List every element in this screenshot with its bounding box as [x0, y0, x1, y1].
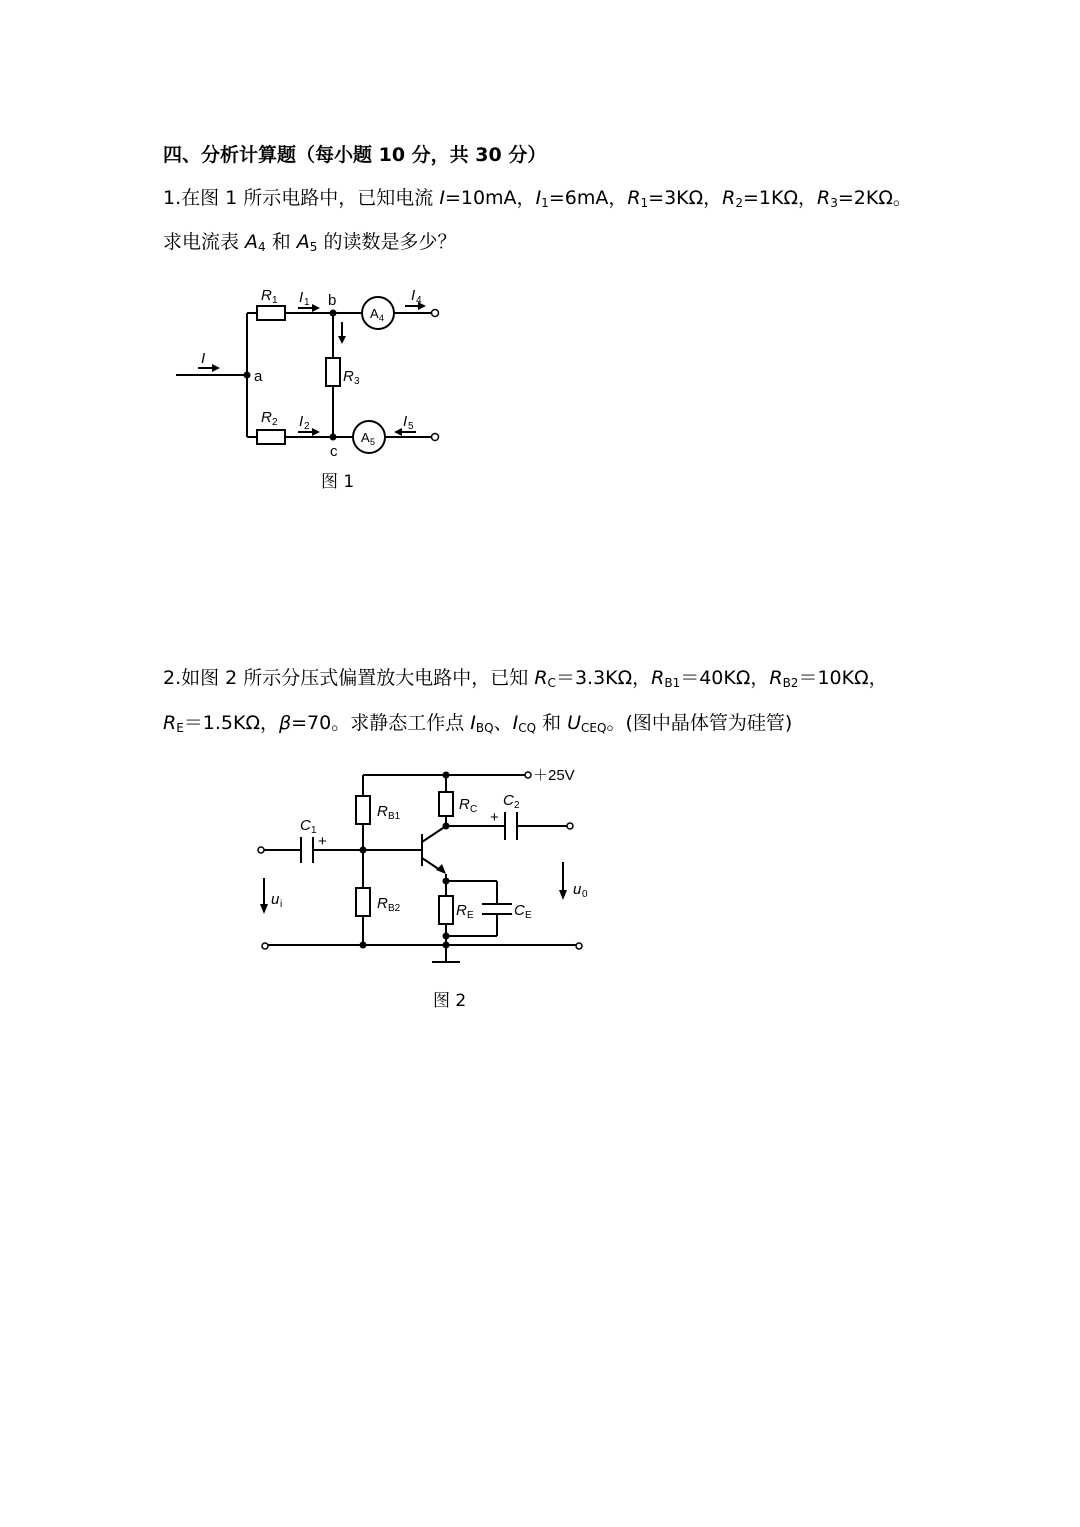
value-R1: =3KΩ，	[648, 187, 723, 209]
text-and: 和	[536, 712, 568, 734]
label-I5: I	[403, 413, 408, 430]
sub-UCEQ: CEQ	[581, 721, 607, 735]
figure-2-caption: 图 2	[433, 991, 467, 1011]
sub-R3: 3	[830, 196, 838, 210]
label-A4: A	[370, 306, 379, 321]
label-I: I	[201, 350, 206, 367]
q1-line2-text: 求电流表	[163, 231, 246, 253]
sub-ICQ: CQ	[518, 721, 537, 735]
node-a: a	[254, 368, 263, 385]
label-uo: u	[573, 881, 582, 898]
label-RB1-sub: B1	[388, 811, 401, 822]
q2-line1	[163, 666, 888, 690]
label-C2: C	[503, 792, 514, 809]
var-R3: R	[817, 187, 831, 209]
label-R2-sub: 2	[272, 417, 278, 428]
label-CE-sub: E	[525, 910, 532, 921]
label-RC-sub: C	[470, 804, 478, 815]
label-RB2-sub: B2	[388, 903, 401, 914]
label-I1: I	[299, 289, 304, 306]
label-R3-sub: 3	[354, 376, 360, 387]
node-b: b	[328, 292, 337, 309]
label-C1: C	[300, 817, 311, 834]
q2-line2-end: 。(图中晶体管为硅管)	[606, 712, 793, 734]
node-c: c	[330, 443, 338, 460]
sub-R1: 1	[640, 196, 649, 210]
figure-1-circuit	[170, 285, 460, 465]
sub-RC: C	[547, 676, 556, 690]
var-A5: A	[296, 231, 310, 253]
var-ICQ: I	[512, 712, 519, 734]
label-I1-sub: 1	[304, 297, 310, 308]
label-A5-sub: 5	[370, 437, 376, 447]
var-RC: R	[534, 667, 548, 689]
q1-line1	[163, 186, 912, 210]
label-I4-sub: 4	[416, 295, 422, 306]
var-R2: R	[722, 187, 736, 209]
label-C2-sub: 2	[514, 800, 520, 811]
var-R1: R	[627, 187, 641, 209]
q2-line2	[163, 711, 792, 735]
label-I2-sub: 2	[304, 421, 310, 432]
sub-I1: 1	[541, 196, 549, 210]
label-R2: R	[261, 409, 272, 426]
label-vcc: ＋25V	[533, 767, 575, 784]
var-A4: A	[245, 231, 259, 253]
label-A4-sub: 4	[379, 313, 385, 323]
sub-RB2: B2	[782, 676, 799, 690]
q1-line1-text: 1.在图 1 所示电路中，已知电流	[163, 187, 440, 209]
var-beta: β	[279, 712, 292, 734]
label-plus-c1: +	[318, 833, 327, 850]
label-I5-sub: 5	[408, 421, 414, 432]
q2-line1-text: 2.如图 2 所示分压式偏置放大电路中，已知	[163, 667, 535, 689]
text-sep: 、	[493, 712, 513, 734]
sub-R2: 2	[735, 196, 744, 210]
label-C1-sub: 1	[311, 825, 317, 836]
label-RE: R	[456, 902, 467, 919]
sub-RB1: B1	[664, 676, 681, 690]
var-I1: I	[535, 187, 542, 209]
value-I: =10mA，	[444, 187, 536, 209]
section-title: 四、分析计算题（每小题 10 分，共 30 分）	[163, 144, 547, 166]
value-R3: =2KΩ。	[837, 187, 912, 209]
var-IBQ: I	[470, 712, 476, 734]
label-ui: u	[271, 891, 280, 908]
value-I1: =6mA，	[548, 187, 628, 209]
label-RB2: R	[377, 895, 388, 912]
text-and: 和	[265, 231, 297, 253]
label-R1-sub: 1	[272, 295, 278, 306]
var-RB1: R	[651, 667, 665, 689]
sub-RE: E	[176, 721, 184, 735]
sub-A5: 5	[309, 240, 318, 254]
value-RC: ＝3.3KΩ，	[555, 667, 652, 689]
label-plus-c2: +	[490, 809, 499, 826]
figure-1-caption: 图 1	[321, 472, 355, 492]
label-R1: R	[261, 287, 272, 304]
var-I: I	[439, 187, 445, 209]
label-RE-sub: E	[467, 910, 474, 921]
label-ui-sub: i	[280, 899, 283, 910]
label-R3: R	[343, 368, 354, 385]
value-RB2: ＝10KΩ，	[798, 667, 888, 689]
value-R2: =1KΩ，	[743, 187, 818, 209]
label-RC: R	[459, 796, 470, 813]
sub-A4: 4	[258, 240, 266, 254]
label-A5: A	[361, 430, 370, 445]
label-I4: I	[411, 287, 416, 304]
var-RB2: R	[769, 667, 783, 689]
label-uo-sub: 0	[582, 889, 588, 900]
q1-line2-end: 的读数是多少？	[317, 231, 457, 253]
value-RB1: ＝40KΩ，	[680, 667, 770, 689]
value-RE: ＝1.5KΩ，	[183, 712, 279, 734]
label-RB1: R	[377, 803, 388, 820]
figure-2-circuit	[250, 755, 600, 975]
value-beta: =70。求静态工作点	[291, 712, 471, 734]
sub-IBQ: BQ	[475, 721, 494, 735]
var-UCEQ: U	[567, 712, 582, 734]
label-I2: I	[299, 413, 304, 430]
label-CE: C	[514, 902, 525, 919]
q1-line2	[163, 230, 456, 254]
var-RE: R	[163, 712, 177, 734]
